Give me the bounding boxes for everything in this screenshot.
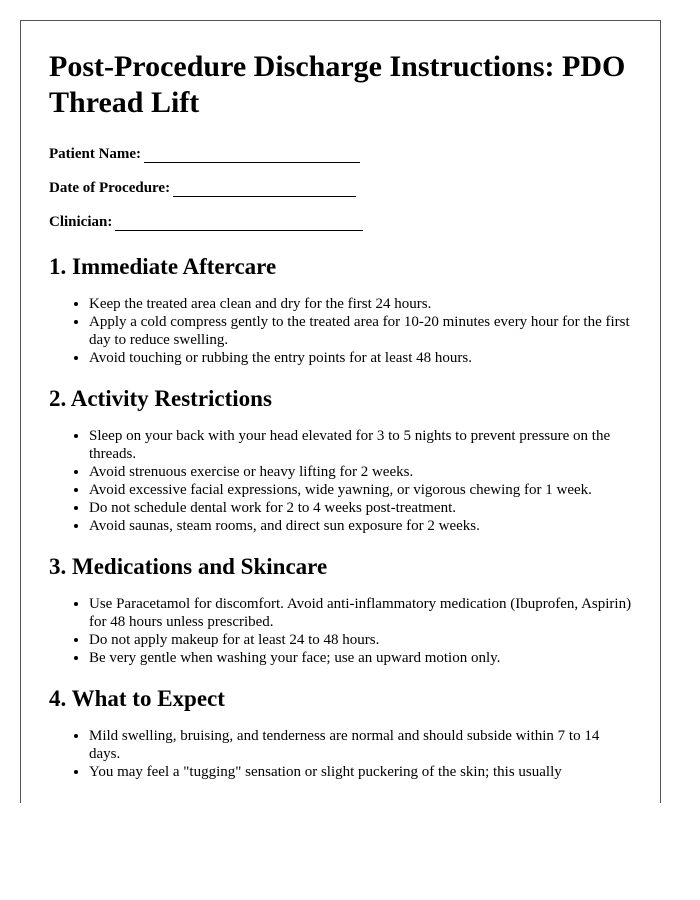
list-item: • Keep the treated area clean and dry for the first 24 hours. <box>89 295 632 313</box>
patient-name-field <box>49 145 632 163</box>
clinician-field <box>49 213 632 231</box>
list-item: • You may feel a "tugging" sensation or slight puckering of the skin; this usually <box>89 763 632 781</box>
list-item: • Avoid saunas, steam rooms, and direct sun exposure for 2 weeks. <box>89 517 632 535</box>
section-heading: 4. What to Expect <box>49 686 225 711</box>
section-list <box>49 427 632 535</box>
list-item: • Use Paracetamol for discomfort. Avoid anti-inflammatory medication (Ibuprofen, Aspirin) for 48 hours unless prescribed. <box>89 595 632 631</box>
list-item: • Mild swelling, bruising, and tenderness are normal and should subside within 7 to 14 days. <box>89 727 632 763</box>
section-heading: 3. Medications and Skincare <box>49 554 328 579</box>
list-item: • Do not schedule dental work for 2 to 4 weeks post-treatment. <box>89 499 632 517</box>
list-item: • Be very gentle when washing your face; use an upward motion only. <box>89 649 632 667</box>
section-what-to-expect <box>49 685 632 781</box>
section-list <box>49 595 632 667</box>
document-page <box>20 20 661 803</box>
patient-name-label: Patient Name: <box>49 146 142 162</box>
procedure-date-label: Date of Procedure: <box>49 180 171 196</box>
section-immediate-aftercare <box>49 253 632 367</box>
clinician-label: Clinician: <box>49 214 113 230</box>
procedure-date-blank <box>173 180 356 197</box>
document-title: Post-Procedure Discharge Instructions: PDO Thread Lift <box>49 50 626 119</box>
list-item: • Avoid excessive facial expressions, wide yawning, or vigorous chewing for 1 week. <box>89 481 632 499</box>
section-heading: 1. Immediate Aftercare <box>49 254 277 279</box>
list-item: • Sleep on your back with your head elevated for 3 to 5 nights to prevent pressure on the threads. <box>89 427 632 463</box>
section-activity-restrictions <box>49 385 632 535</box>
section-list <box>49 295 632 367</box>
clinician-blank <box>115 214 363 231</box>
procedure-date-field <box>49 179 632 197</box>
section-medications-skincare <box>49 553 632 667</box>
section-list <box>49 727 632 781</box>
list-item: • Avoid touching or rubbing the entry points for at least 48 hours. <box>89 349 632 367</box>
section-heading: 2. Activity Restrictions <box>49 386 272 411</box>
list-item: • Avoid strenuous exercise or heavy lifting for 2 weeks. <box>89 463 632 481</box>
patient-name-blank <box>144 146 360 163</box>
list-item: • Apply a cold compress gently to the treated area for 10-20 minutes every hour for the first day to reduce swelling. <box>89 313 632 349</box>
list-item: • Do not apply makeup for at least 24 to 48 hours. <box>89 631 632 649</box>
